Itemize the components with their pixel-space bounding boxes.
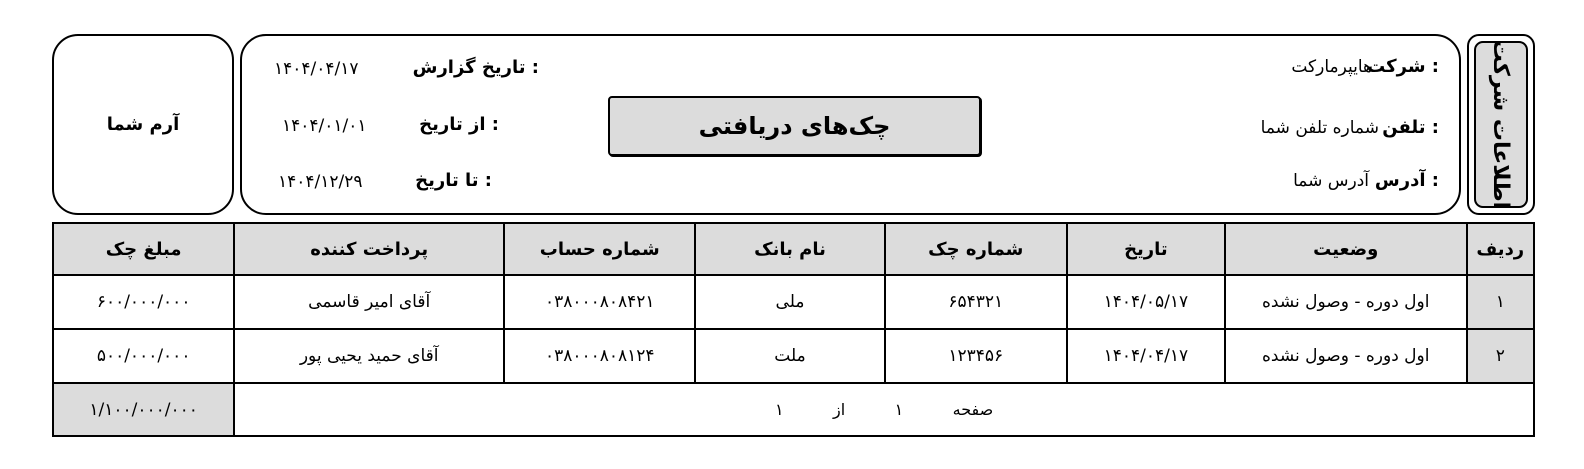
status-cell: اول دوره - وصول نشده bbox=[1225, 275, 1467, 329]
to-date-label: تا تاریخ : bbox=[415, 170, 492, 191]
pagination bbox=[234, 383, 1534, 436]
account-number-cell: ۰۳۸۰۰۰۸۰۸۴۲۱ bbox=[504, 275, 695, 329]
report-date-value: ۱۴۰۴/۰۴/۱۷ bbox=[274, 59, 359, 79]
row-number: ۲ bbox=[1467, 329, 1534, 383]
header-bank-name: نام بانک bbox=[695, 223, 884, 275]
page-of-label: از bbox=[833, 399, 846, 419]
total-amount: ۱/۱۰۰/۰۰۰/۰۰۰ bbox=[53, 383, 234, 436]
company-name-label: شرکت : bbox=[1367, 56, 1439, 77]
payer-cell: آقای امیر قاسمی bbox=[234, 275, 504, 329]
table-row bbox=[53, 329, 1534, 383]
to-date-value: ۱۴۰۴/۱۲/۲۹ bbox=[278, 172, 363, 192]
logo-box bbox=[52, 34, 234, 215]
total-pages: ۱ bbox=[775, 399, 784, 419]
address-label: آدرس : bbox=[1374, 170, 1439, 191]
report-title-box bbox=[608, 96, 981, 156]
bank-name-cell: ملت bbox=[695, 329, 884, 383]
logo-text: آرم شما bbox=[106, 114, 180, 135]
phone-label: تلفن : bbox=[1382, 117, 1439, 138]
header-status: وضعیت bbox=[1225, 223, 1467, 275]
table-header-row bbox=[53, 223, 1534, 275]
row-number: ۱ bbox=[1467, 275, 1534, 329]
header-date: تاریخ bbox=[1067, 223, 1225, 275]
bank-name-cell: ملی bbox=[695, 275, 884, 329]
payer-cell: آقای حمید یحیی پور bbox=[234, 329, 504, 383]
check-number-cell: ۱۲۳۴۵۶ bbox=[885, 329, 1067, 383]
from-date-value: ۱۴۰۴/۰۱/۰۱ bbox=[282, 116, 367, 136]
report-title: چک‌های دریافتی bbox=[698, 112, 891, 140]
header-payer: پرداخت کننده bbox=[234, 223, 504, 275]
table-row bbox=[53, 275, 1534, 329]
account-number-cell: ۰۳۸۰۰۰۸۰۸۱۲۴ bbox=[504, 329, 695, 383]
amount-cell: ۵۰۰/۰۰۰/۰۰۰ bbox=[53, 329, 234, 383]
header-account-number: شماره حساب bbox=[504, 223, 695, 275]
header-row-number: ردیف bbox=[1467, 223, 1534, 275]
header-amount: مبلغ چک bbox=[53, 223, 234, 275]
company-name-value: هایپرمارکت bbox=[1291, 57, 1372, 77]
date-cell: ۱۴۰۴/۰۵/۱۷ bbox=[1067, 275, 1225, 329]
amount-cell: ۶۰۰/۰۰۰/۰۰۰ bbox=[53, 275, 234, 329]
phone-value: شماره تلفن شما bbox=[1260, 118, 1379, 138]
report-date-label: تاریخ گزارش : bbox=[412, 57, 539, 78]
header-check-number: شماره چک bbox=[885, 223, 1067, 275]
company-info-tab-inner bbox=[1474, 41, 1528, 208]
date-cell: ۱۴۰۴/۰۴/۱۷ bbox=[1067, 329, 1225, 383]
from-date-label: از تاریخ : bbox=[419, 114, 499, 135]
page-number: ۱ bbox=[894, 399, 904, 419]
company-info-tab-label: اطلاعات شرکت bbox=[1488, 39, 1514, 210]
table-footer-row bbox=[53, 383, 1534, 436]
status-cell: اول دوره - وصول نشده bbox=[1225, 329, 1467, 383]
page-label: صفحه bbox=[952, 399, 994, 419]
check-number-cell: ۶۵۴۳۲۱ bbox=[885, 275, 1067, 329]
address-value: آدرس شما bbox=[1293, 171, 1369, 191]
checks-table bbox=[52, 222, 1535, 437]
company-info-tab bbox=[1467, 34, 1535, 215]
